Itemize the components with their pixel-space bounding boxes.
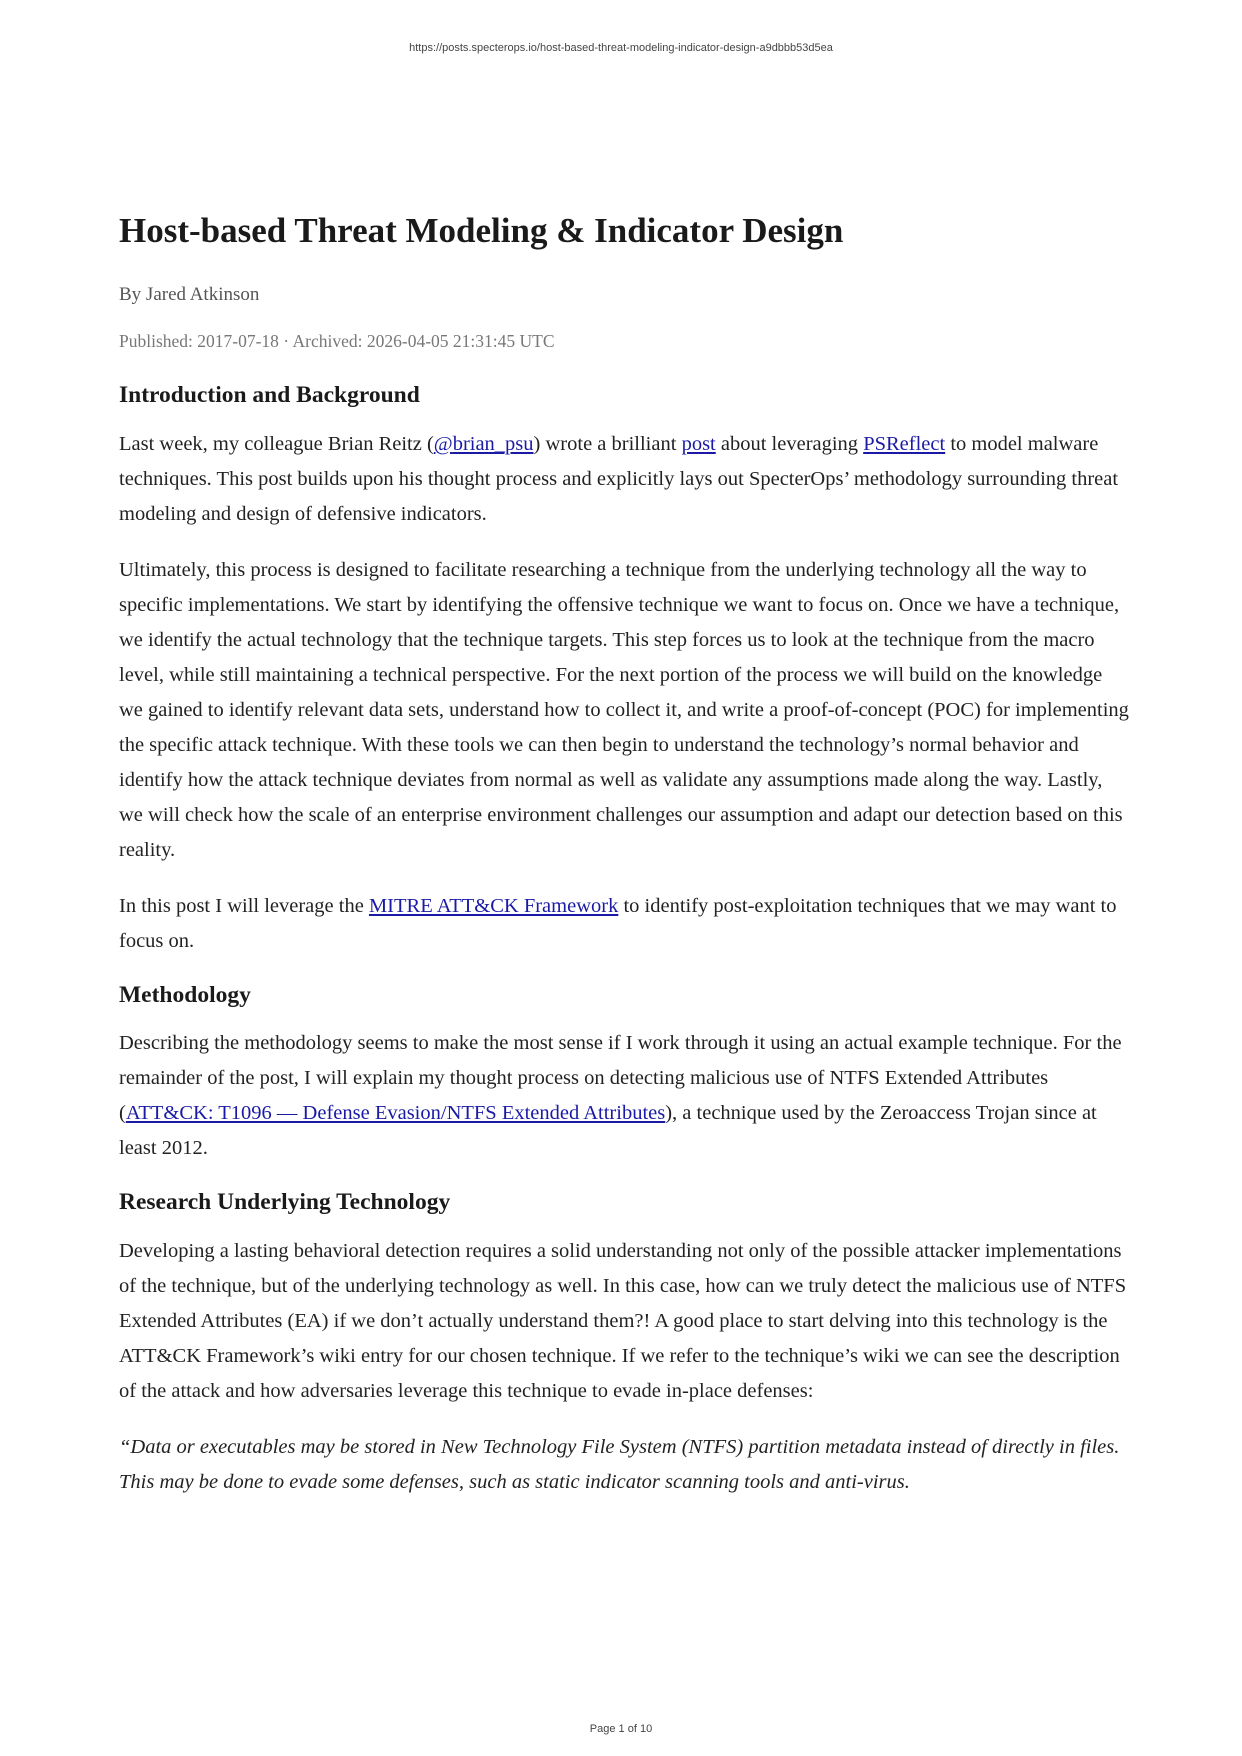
mitre-attck-link[interactable]: MITRE ATT&CK Framework (368, 894, 619, 917)
article-meta: Published: 2017-07-18 · Archived: 2026-04-05 21:31:45 UTC (119, 330, 555, 351)
attck-t1096-link[interactable]: ATT&CK: T1096 — Defense Evasion/NTFS Extended Attributes (125, 1102, 666, 1125)
intro-p1-text-2: ) wrote a brilliant (533, 432, 682, 455)
intro-paragraph-2: Ultimately, this process is designed to facilitate researching a technique from the underlying technology all the way to specific implementations. We start by identifying the offensive technique we want to focus on. Once we have a technique, we identify the actual technology that the technique targets. This step forces us to look at the technique from the macro level, while still maintaining a technical perspective. For the next portion of the process we will build on the knowledge we gained to identify relevant data sets, understand how to collect it, and write a proof-of-concept (POC) for implementing the specific attack technique. With these tools we can then begin to understand the technology’s normal behavior and identify how the attack technique deviates from normal as well as validate any assumptions made along the way. Lastly, we will check how the scale of an enterprise environment challenges our assumption and adapt our detection based on this reality. (119, 558, 1129, 861)
post-link[interactable]: post (681, 432, 716, 455)
intro-p3-text-1: In this post I will leverage the (119, 894, 369, 917)
research-paragraph-1: Developing a lasting behavioral detection requires a solid understanding not only of the possible attacker implementations of the technique, but of the underlying technology as well. In this case, how can we truly detect the malicious use of NTFS Extended Attributes (EA) if we don’t actually understand them?! A good place to start delving into this technology is the ATT&CK Framework’s wiki entry for our chosen technique. If we refer to the technique’s wiki we can see the description of the attack and how adversaries leverage this technique to evade in-place defenses: (119, 1239, 1127, 1402)
brian-psu-handle: brian_psu (452, 432, 534, 455)
psreflect-link[interactable]: PSReflect (863, 432, 946, 455)
brian-psu-at: @ (433, 432, 453, 455)
methodology-paragraph-1 (119, 1026, 1129, 1166)
page-number-footer: Page 1 of 10 (589, 1723, 653, 1735)
attck-quote: “Data or executables may be stored in New Technology File System (NTFS) partition metadata instead of directly in files. This may be done to evade some defenses, such as static indicator scanning tools and anti-virus. (119, 1435, 1120, 1493)
intro-p3-text-2: to identify post-exploitation techniques that we may want to focus on. (119, 894, 1117, 952)
methodology-p1-text-2: ), a technique used by the Zeroaccess Trojan since at least 2012. (119, 1102, 1097, 1160)
article (119, 210, 1129, 1521)
intro-p1-text-4: to model malware techniques. This post builds upon his thought process and explicitly lays out SpecterOps’ methodology surrounding threat modeling and design of defensive indicators. (119, 432, 1119, 525)
intro-paragraph-3 (119, 889, 1129, 959)
methodology-p1-text-1: Describing the methodology seems to make the most sense if I work through it using an actual example technique. For the remainder of the post, I will explain my thought process on detecting malicious use of NTFS Extended Attributes ( (119, 1032, 1122, 1125)
article-byline: By Jared Atkinson (119, 284, 260, 305)
intro-paragraph-1 (119, 427, 1129, 532)
intro-p1-text-1: Last week, my colleague Brian Reitz ( (119, 432, 434, 455)
article-title: Host-based Threat Modeling & Indicator Design (119, 211, 844, 250)
section-heading-research: Research Underlying Technology (119, 1189, 451, 1216)
section-heading-methodology: Methodology (119, 981, 251, 1008)
page-url-header: https://posts.specterops.io/host-based-threat-modeling-indicator-design-a9dbbb53d5ea (409, 42, 833, 54)
brian-psu-link[interactable] (434, 433, 534, 455)
section-heading-intro: Introduction and Background (119, 382, 420, 409)
intro-p1-text-3: about leveraging (715, 432, 864, 455)
